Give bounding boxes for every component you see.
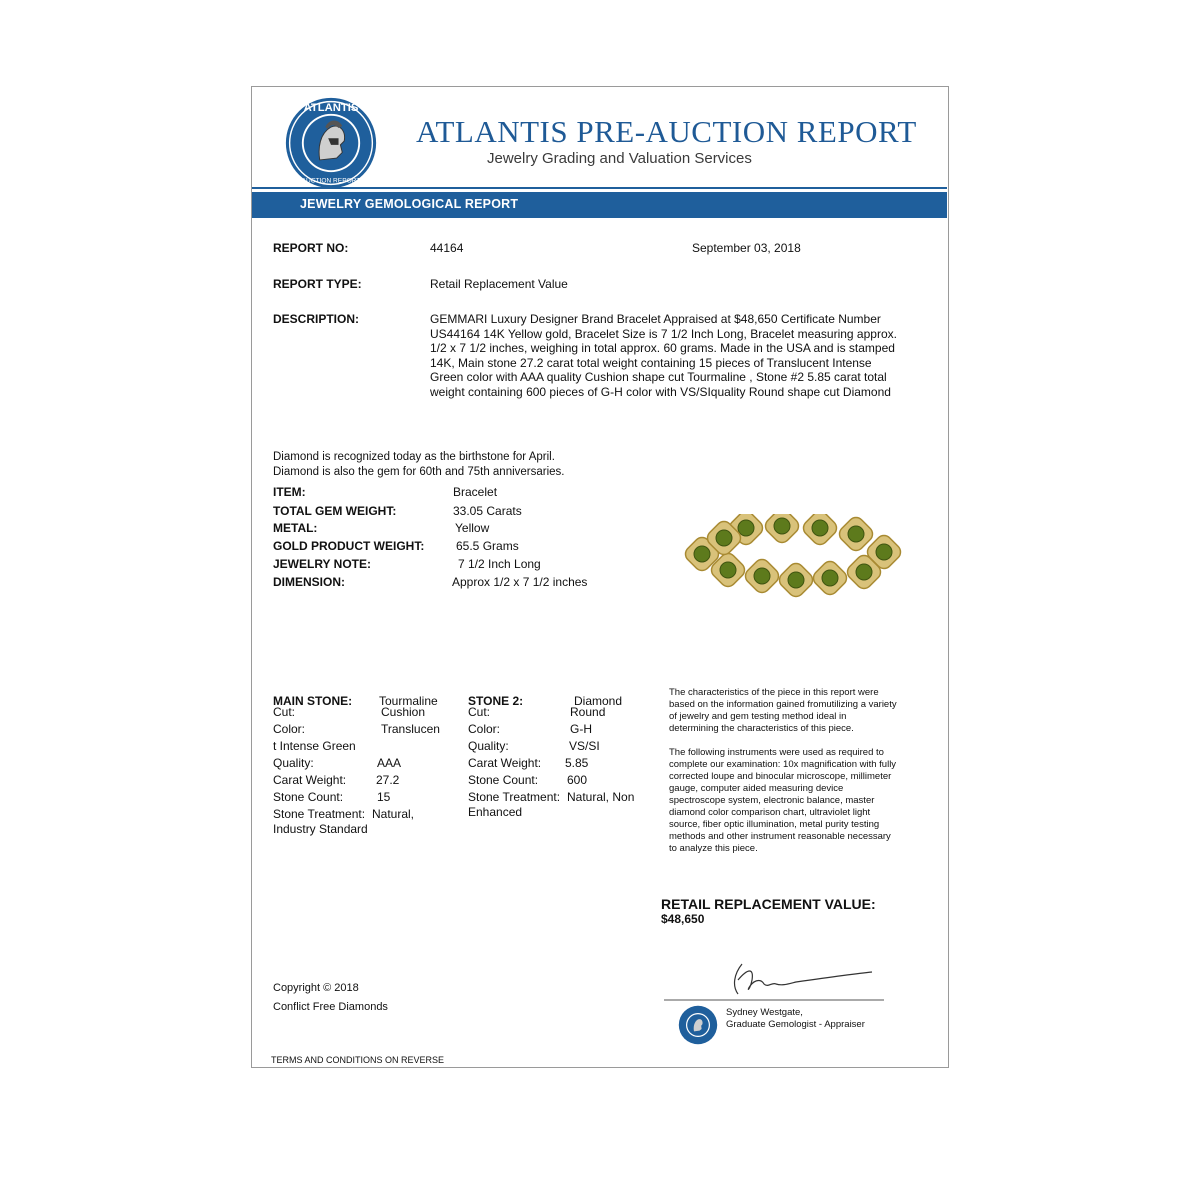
disclaimer-line: The following instruments were used as required to	[669, 747, 884, 758]
tourmaline-stone	[856, 564, 872, 580]
bracelet-image	[684, 514, 908, 600]
report-title: ATLANTIS PRE-AUCTION REPORT	[416, 114, 917, 149]
stone2-count-label: Stone Count:	[468, 773, 539, 787]
report-date: September 03, 2018	[692, 241, 801, 255]
logo-text-bottom: AUCTION REPORT	[301, 177, 361, 185]
stone2-label: STONE 2:	[468, 694, 524, 708]
stone2-color-label: Color:	[468, 722, 501, 736]
stone2-quality-value: VS/SI	[569, 739, 600, 753]
retail-value-amount: $48,650	[661, 912, 705, 926]
metal-value: Yellow	[455, 521, 490, 535]
copyright: Copyright © 2018	[273, 982, 359, 994]
stone2-quality-label: Quality:	[468, 739, 509, 753]
report-subtitle: Jewelry Grading and Valuation Services	[487, 150, 752, 167]
disclaimer-line: methods and other instrument reasonable necessary	[669, 831, 891, 842]
tourmaline-stone	[788, 572, 804, 588]
main-stone-cut-label: Cut:	[273, 705, 296, 719]
disclaimer-line: gauge, computer aided measuring device	[669, 783, 844, 794]
report-no-label: REPORT NO:	[273, 241, 349, 255]
dimension-value: Approx 1/2 x 7 1/2 inches	[452, 575, 588, 589]
disclaimer-line: source, fiber optic illumination, metal purity testing	[669, 819, 880, 830]
atlantis-logo	[284, 96, 378, 190]
conflict-free-note: Conflict Free Diamonds	[273, 1001, 388, 1013]
main-stone-carat-value: 27.2	[376, 773, 400, 787]
report-type-label: REPORT TYPE:	[273, 277, 362, 291]
description-label: DESCRIPTION:	[273, 312, 360, 326]
signer-name: Sydney Westgate,	[726, 1007, 803, 1018]
tourmaline-stone	[738, 520, 754, 536]
stone2-name: Diamond	[574, 694, 623, 708]
item-label: ITEM:	[273, 485, 306, 499]
item-value: Bracelet	[453, 485, 498, 499]
divider	[252, 187, 947, 189]
tourmaline-stone	[694, 546, 710, 562]
total-gem-weight-label: TOTAL GEM WEIGHT:	[273, 504, 397, 518]
disclaimer-line: of jewelry and gem testing method ideal in	[669, 711, 847, 722]
retail-value-label: RETAIL REPLACEMENT VALUE:	[661, 896, 876, 912]
metal-label: METAL:	[273, 521, 318, 535]
disclaimer-line: corrected loupe and binocular microscope, millimeter	[669, 771, 892, 782]
main-stone-cut-value: Cushion	[381, 705, 426, 719]
report-no-value: 44164	[430, 241, 464, 255]
seal-logo	[678, 1005, 718, 1045]
main-stone-color-value: Translucen	[381, 722, 440, 736]
disclaimer-line: diamond color comparison chart, ultraviolet light	[669, 807, 871, 818]
gold-weight-label: GOLD PRODUCT WEIGHT:	[273, 539, 425, 553]
stone2-cut-label: Cut:	[468, 705, 491, 719]
birthstone-line-1: Diamond is recognized today as the birthstone for April.	[273, 451, 555, 463]
terms-note: TERMS AND CONDITIONS ON REVERSE	[271, 1055, 445, 1065]
stone2-treatment-cont: Enhanced	[468, 805, 523, 819]
disclaimer-line: complete our examination: 10x magnification with fully	[669, 759, 897, 770]
disclaimer-line: spectroscope system, electronic balance, master	[669, 795, 875, 806]
tourmaline-stone	[716, 530, 732, 546]
tourmaline-stone	[720, 562, 736, 578]
stone2-carat-label: Carat Weight:	[468, 756, 542, 770]
main-stone-color-label: Color:	[273, 722, 306, 736]
stone2-color-value: G-H	[570, 722, 592, 736]
main-stone-count-label: Stone Count:	[273, 790, 344, 804]
disclaimer-para-2	[669, 747, 896, 855]
jewelry-note-label: JEWELRY NOTE:	[273, 557, 372, 571]
main-stone-label: MAIN STONE:	[273, 694, 353, 708]
birthstone-line-2: Diamond is also the gem for 60th and 75th anniversaries.	[273, 466, 565, 478]
gold-weight-value: 65.5 Grams	[456, 539, 519, 553]
description-text: GEMMARI Luxury Designer Brand Bracelet Appraised at $48,650 Certificate Number US44164 14K Yellow gold, Bracelet Size is 7 1/2 Inch Long, Bracelet measuring approx. 1/2 x 7 1/2 inches, weighing in total approx. 60 grams. Made in the USA and is stamped 14K, Main stone 27.2 carat total weight containing 15 pieces of Translucent Intense Green color with AAA quality Cushion shape cut Tourmaline , Stone #2 5.85 carat total weight containing 600 pieces of G-H color with VS/SIquality Round shape cut Diamond	[430, 312, 897, 399]
main-stone-color-cont: t Intense Green	[273, 739, 356, 753]
jewelry-note-value: 7 1/2 Inch Long	[458, 557, 541, 571]
stone2-treatment-label: Stone Treatment:	[468, 790, 561, 804]
main-stone-quality-label: Quality:	[273, 756, 314, 770]
disclaimer-line: determining the characteristics of this piece.	[669, 723, 854, 734]
stone2-cut-value: Round	[570, 705, 606, 719]
total-gem-weight-value: 33.05 Carats	[453, 504, 522, 518]
stone2-carat-value: 5.85	[565, 756, 589, 770]
main-stone-carat-label: Carat Weight:	[273, 773, 347, 787]
tourmaline-stone	[812, 520, 828, 536]
main-stone-name: Tourmaline	[379, 694, 438, 708]
logo-text-top: ATLANTIS	[303, 102, 359, 115]
tourmaline-stone	[822, 570, 838, 586]
stone2-treatment-value: Natural, Non	[567, 790, 635, 804]
disclaimer-para-1	[669, 687, 897, 735]
tourmaline-stone	[848, 526, 864, 542]
main-stone-treatment-label: Stone Treatment:	[273, 807, 366, 821]
tourmaline-stone	[876, 544, 892, 560]
disclaimer-line: The characteristics of the piece in this report were	[669, 687, 879, 698]
signature-image	[664, 950, 886, 1006]
main-stone-treatment-value: Natural,	[372, 807, 415, 821]
stone2-count-value: 600	[567, 773, 588, 787]
disclaimer-line: to analyze this piece.	[669, 843, 758, 854]
disclaimer-line: based on the information gained fromutilizing a variety	[669, 699, 897, 710]
report-type-value: Retail Replacement Value	[430, 277, 568, 291]
section-bar-title: JEWELRY GEMOLOGICAL REPORT	[300, 197, 519, 211]
signer-title: Graduate Gemologist - Appraiser	[726, 1019, 865, 1030]
main-stone-treatment-cont: Industry Standard	[273, 822, 368, 836]
tourmaline-stone	[774, 518, 790, 534]
tourmaline-stone	[754, 568, 770, 584]
dimension-label: DIMENSION:	[273, 575, 345, 589]
main-stone-count-value: 15	[377, 790, 391, 804]
main-stone-quality-value: AAA	[377, 756, 402, 770]
